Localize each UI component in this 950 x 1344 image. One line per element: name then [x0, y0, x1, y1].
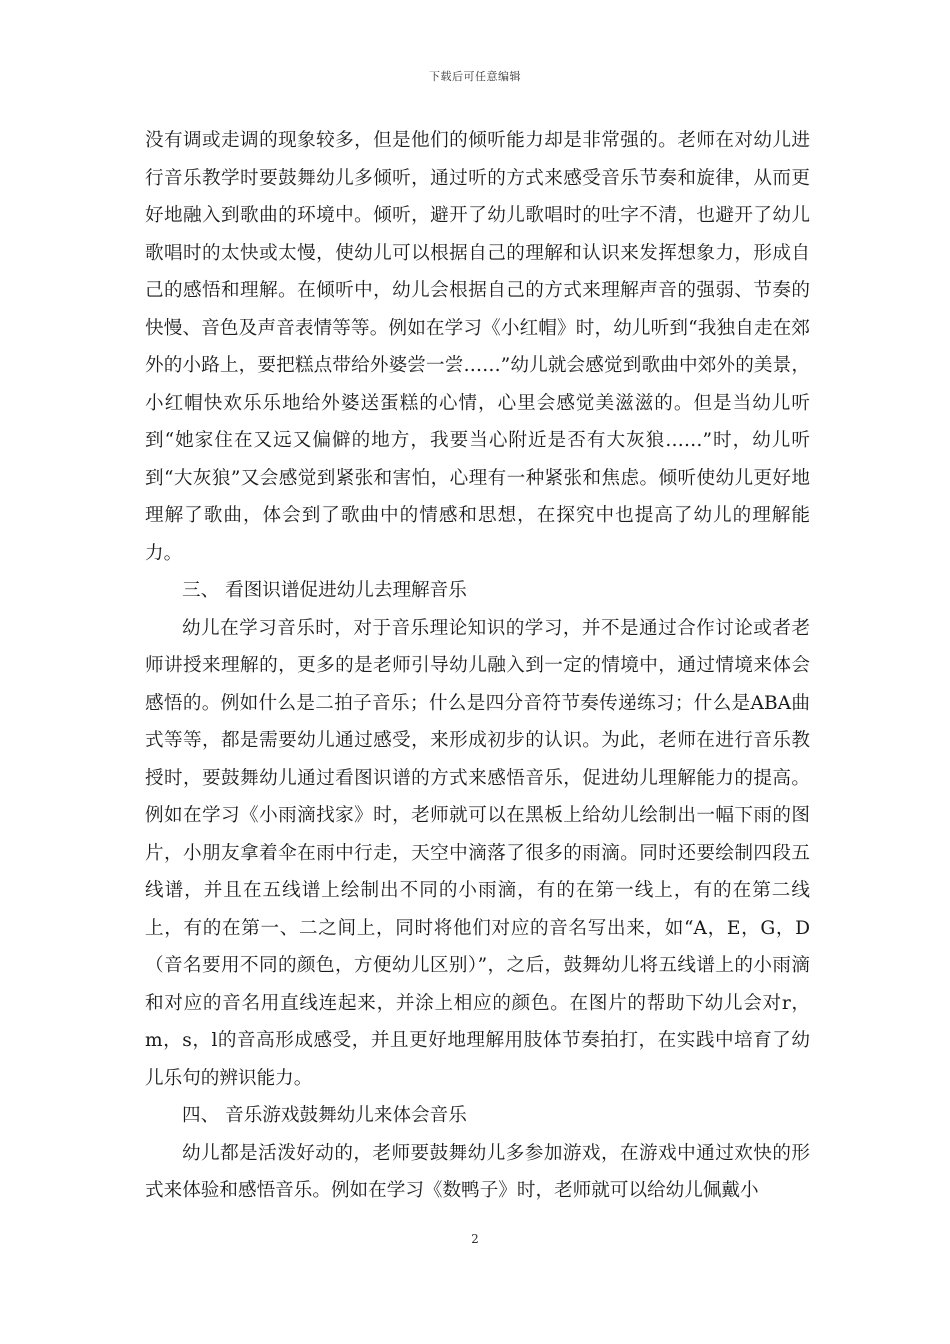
page-number: 2: [471, 1232, 479, 1246]
document-body: [145, 122, 810, 1210]
paragraph-section-4: 幼儿都是活泼好动的，老师要鼓舞幼儿多参加游戏，在游戏中通过欢快的形式来体验和感悟音乐。例如在学习《数鸭子》时，老师就可以给幼儿佩戴小: [145, 1142, 810, 1201]
section-heading-3: 三、 看图识谱促进幼儿去理解音乐: [182, 580, 467, 601]
section-heading-4: 四、 音乐游戏鼓舞幼儿来体会音乐: [182, 1105, 467, 1126]
paragraph-section-3: 幼儿在学习音乐时，对于音乐理论知识的学习，并不是通过合作讨论或者老师讲授来理解的，更多的是老师引导幼儿融入到一定的情境中，通过情境来体会感悟的。例如什么是二拍子音乐；什么是四分音符节奏传递练习；什么是ABA曲式等等，都是需要幼儿通过感受，来形成初步的认识。为此，老师在进行音乐教授时，要鼓舞幼儿通过看图识谱的方式来感悟音乐，促进幼儿理解能力的提高。例如在学习《小雨滴找家》时，老师就可以在黑板上给幼儿绘制出一幅下雨的图片，小朋友拿着伞在雨中行走，天空中滴落了很多的雨滴。同时还要绘制四段五线谱，并且在五线谱上绘制出不同的小雨滴，有的在第一线上，有的在第二线上，有的在第一、二之间上，同时将他们对应的音名写出来，如“A，E，G，D（音名要用不同的颜色，方便幼儿区别）”，之后，鼓舞幼儿将五线谱上的小雨滴和对应的音名用直线连起来，并涂上相应的颜色。在图片的帮助下幼儿会对r，m，s，l的音高形成感受，并且更好地理解用肢体节奏拍打，在实践中培育了幼儿乐句的辨识能力。: [145, 617, 810, 1089]
paragraph-continuation: 没有调或走调的现象较多，但是他们的倾听能力却是非常强的。老师在对幼儿进行音乐教学时要鼓舞幼儿多倾听，通过听的方式来感受音乐节奏和旋律，从而更好地融入到歌曲的环境中。倾听，避开了幼儿歌唱时的吐字不清，也避开了幼儿歌唱时的太快或太慢，使幼儿可以根据自己的理解和认识来发挥想象力，形成自己的感悟和理解。在倾听中，幼儿会根据自己的方式来理解声音的强弱、节奏的快慢、音色及声音表情等等。例如在学习《小红帽》时，幼儿听到“我独自走在郊外的小路上，要把糕点带给外婆尝一尝……”幼儿就会感觉到歌曲中郊外的美景，小红帽快欢乐乐地给外婆送蛋糕的心情，心里会感觉美滋滋的。但是当幼儿听到“她家住在又远又偏僻的地方，我要当心附近是否有大灰狼……”时，幼儿听到“大灰狼”又会感觉到紧张和害怕，心理有一种紧张和焦虑。倾听使幼儿更好地理解了歌曲，体会到了歌曲中的情感和思想，在探究中也提高了幼儿的理解能力。: [145, 130, 810, 564]
page-header: 下载后可任意编辑: [429, 70, 521, 83]
